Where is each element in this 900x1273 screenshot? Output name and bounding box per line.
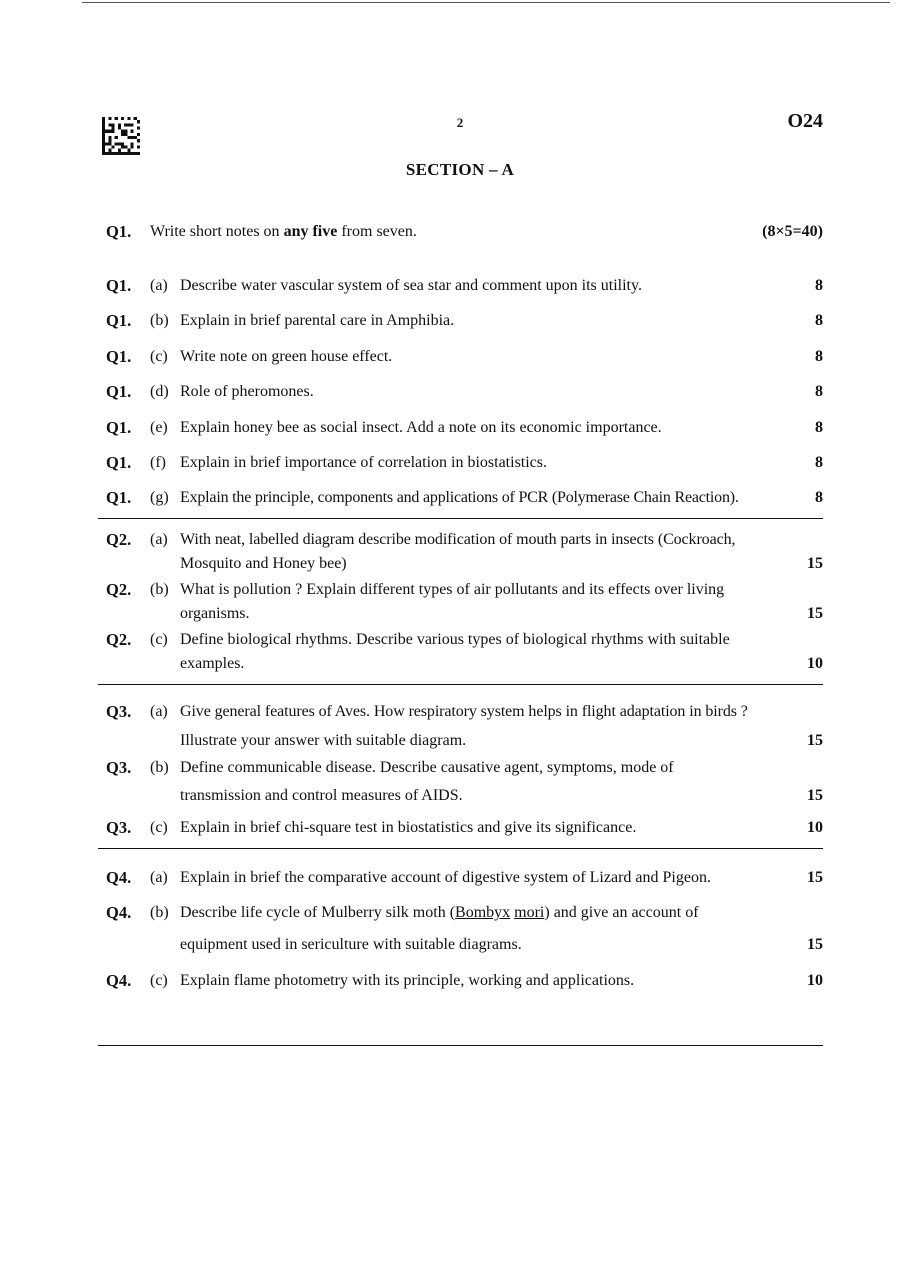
question-number: Q1. <box>106 382 132 401</box>
species-epithet: mori <box>514 904 545 921</box>
question-marks: 8 <box>815 277 823 294</box>
question-number: Q3. <box>106 758 132 777</box>
question-text: With neat, labelled diagram describe modification of mouth parts in insects (Cockroach, <box>180 531 736 548</box>
text-segment: Describe life cycle of Mulberry silk moth ( <box>180 904 456 921</box>
question-text: Write note on green house effect. <box>180 348 393 365</box>
question-text: Explain in brief importance of correlation in biostatistics. <box>180 454 548 471</box>
question-text: Role of pheromones. <box>180 383 314 400</box>
question-text: Define communicable disease. Describe causative agent, symptoms, mode of <box>180 759 674 776</box>
bottom-divider <box>98 1045 823 1046</box>
sub-label: (b) <box>150 759 169 776</box>
text-segment: ) and give an account of <box>544 904 699 921</box>
sub-label: (c) <box>150 631 168 648</box>
sub-label: (b) <box>150 312 169 329</box>
question-text: Explain the principle, components and applications of PCR (Polymerase Chain Reaction). <box>180 489 739 506</box>
question-marks: 15 <box>807 787 823 804</box>
datamatrix-barcode-icon <box>102 117 140 155</box>
sub-label: (f) <box>150 454 166 471</box>
intro-text-bold: any five <box>283 223 338 240</box>
question-marks: 15 <box>807 555 823 572</box>
question-marks: 15 <box>807 605 823 622</box>
question-text: Explain in brief the comparative account of digestive system of Lizard and Pigeon. <box>180 869 711 886</box>
question-number: Q4. <box>106 868 132 887</box>
question-text: Explain flame photometry with its principle, working and applications. <box>180 972 635 989</box>
sub-label: (c) <box>150 819 168 836</box>
question-text-continued: examples. <box>180 655 245 672</box>
question-marks: 10 <box>807 972 823 989</box>
question-marks: 8 <box>815 489 823 506</box>
question-number: Q3. <box>106 818 132 837</box>
question-number: Q1. <box>106 347 132 366</box>
question-number: Q1. <box>106 453 132 472</box>
question-number: Q3. <box>106 702 132 721</box>
sub-label: (a) <box>150 869 168 886</box>
question-text-continued: Mosquito and Honey bee) <box>180 555 347 572</box>
sub-label: (a) <box>150 703 168 720</box>
question-number: Q1. <box>106 488 132 507</box>
question-text-continued: equipment used in sericulture with suitable diagrams. <box>180 936 522 953</box>
question-marks: 10 <box>807 655 823 672</box>
question-number: Q1. <box>106 311 132 330</box>
sub-label: (b) <box>150 581 169 598</box>
sub-label: (c) <box>150 348 168 365</box>
question-number: Q4. <box>106 971 132 990</box>
question-marks: 8 <box>815 454 823 471</box>
question-marks: 8 <box>815 312 823 329</box>
section-divider <box>98 518 823 519</box>
question-marks: 8 <box>815 348 823 365</box>
question-number: Q1. <box>106 276 132 295</box>
question-text: Explain in brief chi-square test in biostatistics and give its significance. <box>180 819 637 836</box>
question-number: Q1. <box>106 222 132 241</box>
question-number: Q2. <box>106 530 132 549</box>
section-divider <box>98 684 823 685</box>
question-marks: 8 <box>815 383 823 400</box>
section-divider <box>98 848 823 849</box>
sub-label: (d) <box>150 383 169 400</box>
sub-label: (a) <box>150 277 168 294</box>
paper-code: O24 <box>787 110 823 132</box>
question-text-continued: transmission and control measures of AIDS. <box>180 787 463 804</box>
question-number: Q1. <box>106 418 132 437</box>
question-text <box>150 220 750 244</box>
intro-text-pre: Write short notes on <box>150 223 284 240</box>
sub-label: (c) <box>150 972 168 989</box>
question-text-continued: Illustrate your answer with suitable diagram. <box>180 732 467 749</box>
section-title: SECTION – A <box>405 160 515 179</box>
question-marks: 8 <box>815 419 823 436</box>
question-text: Define biological rhythms. Describe various types of biological rhythms with suitable <box>180 631 730 648</box>
question-text: What is pollution ? Explain different types of air pollutants and its effects over living <box>180 581 725 598</box>
sub-label: (a) <box>150 531 168 548</box>
question-number: Q2. <box>106 630 132 649</box>
intro-text-post: from seven. <box>337 223 417 240</box>
question-marks: 10 <box>807 819 823 836</box>
sub-label: (g) <box>150 489 169 506</box>
question-text: Explain honey bee as social insect. Add a note on its economic importance. <box>180 419 662 436</box>
sub-label: (e) <box>150 419 168 436</box>
question-number: Q2. <box>106 580 132 599</box>
sub-label: (b) <box>150 904 169 921</box>
question-text: Describe water vascular system of sea star and comment upon its utility. <box>180 277 642 294</box>
question-text-continued: organisms. <box>180 605 250 622</box>
question-number: Q4. <box>106 903 132 922</box>
question-marks: 15 <box>807 732 823 749</box>
species-genus: Bombyx <box>455 904 511 921</box>
page-number: 2 <box>456 115 464 130</box>
question-text: Give general features of Aves. How respiratory system helps in flight adaptation in birds ? <box>180 703 748 720</box>
question-marks: 15 <box>807 869 823 886</box>
question-text: Explain in brief parental care in Amphibia. <box>180 312 455 329</box>
top-border-line <box>82 2 890 3</box>
question-marks: (8×5=40) <box>762 223 823 240</box>
question-marks: 15 <box>807 936 823 953</box>
question-text <box>180 901 810 925</box>
